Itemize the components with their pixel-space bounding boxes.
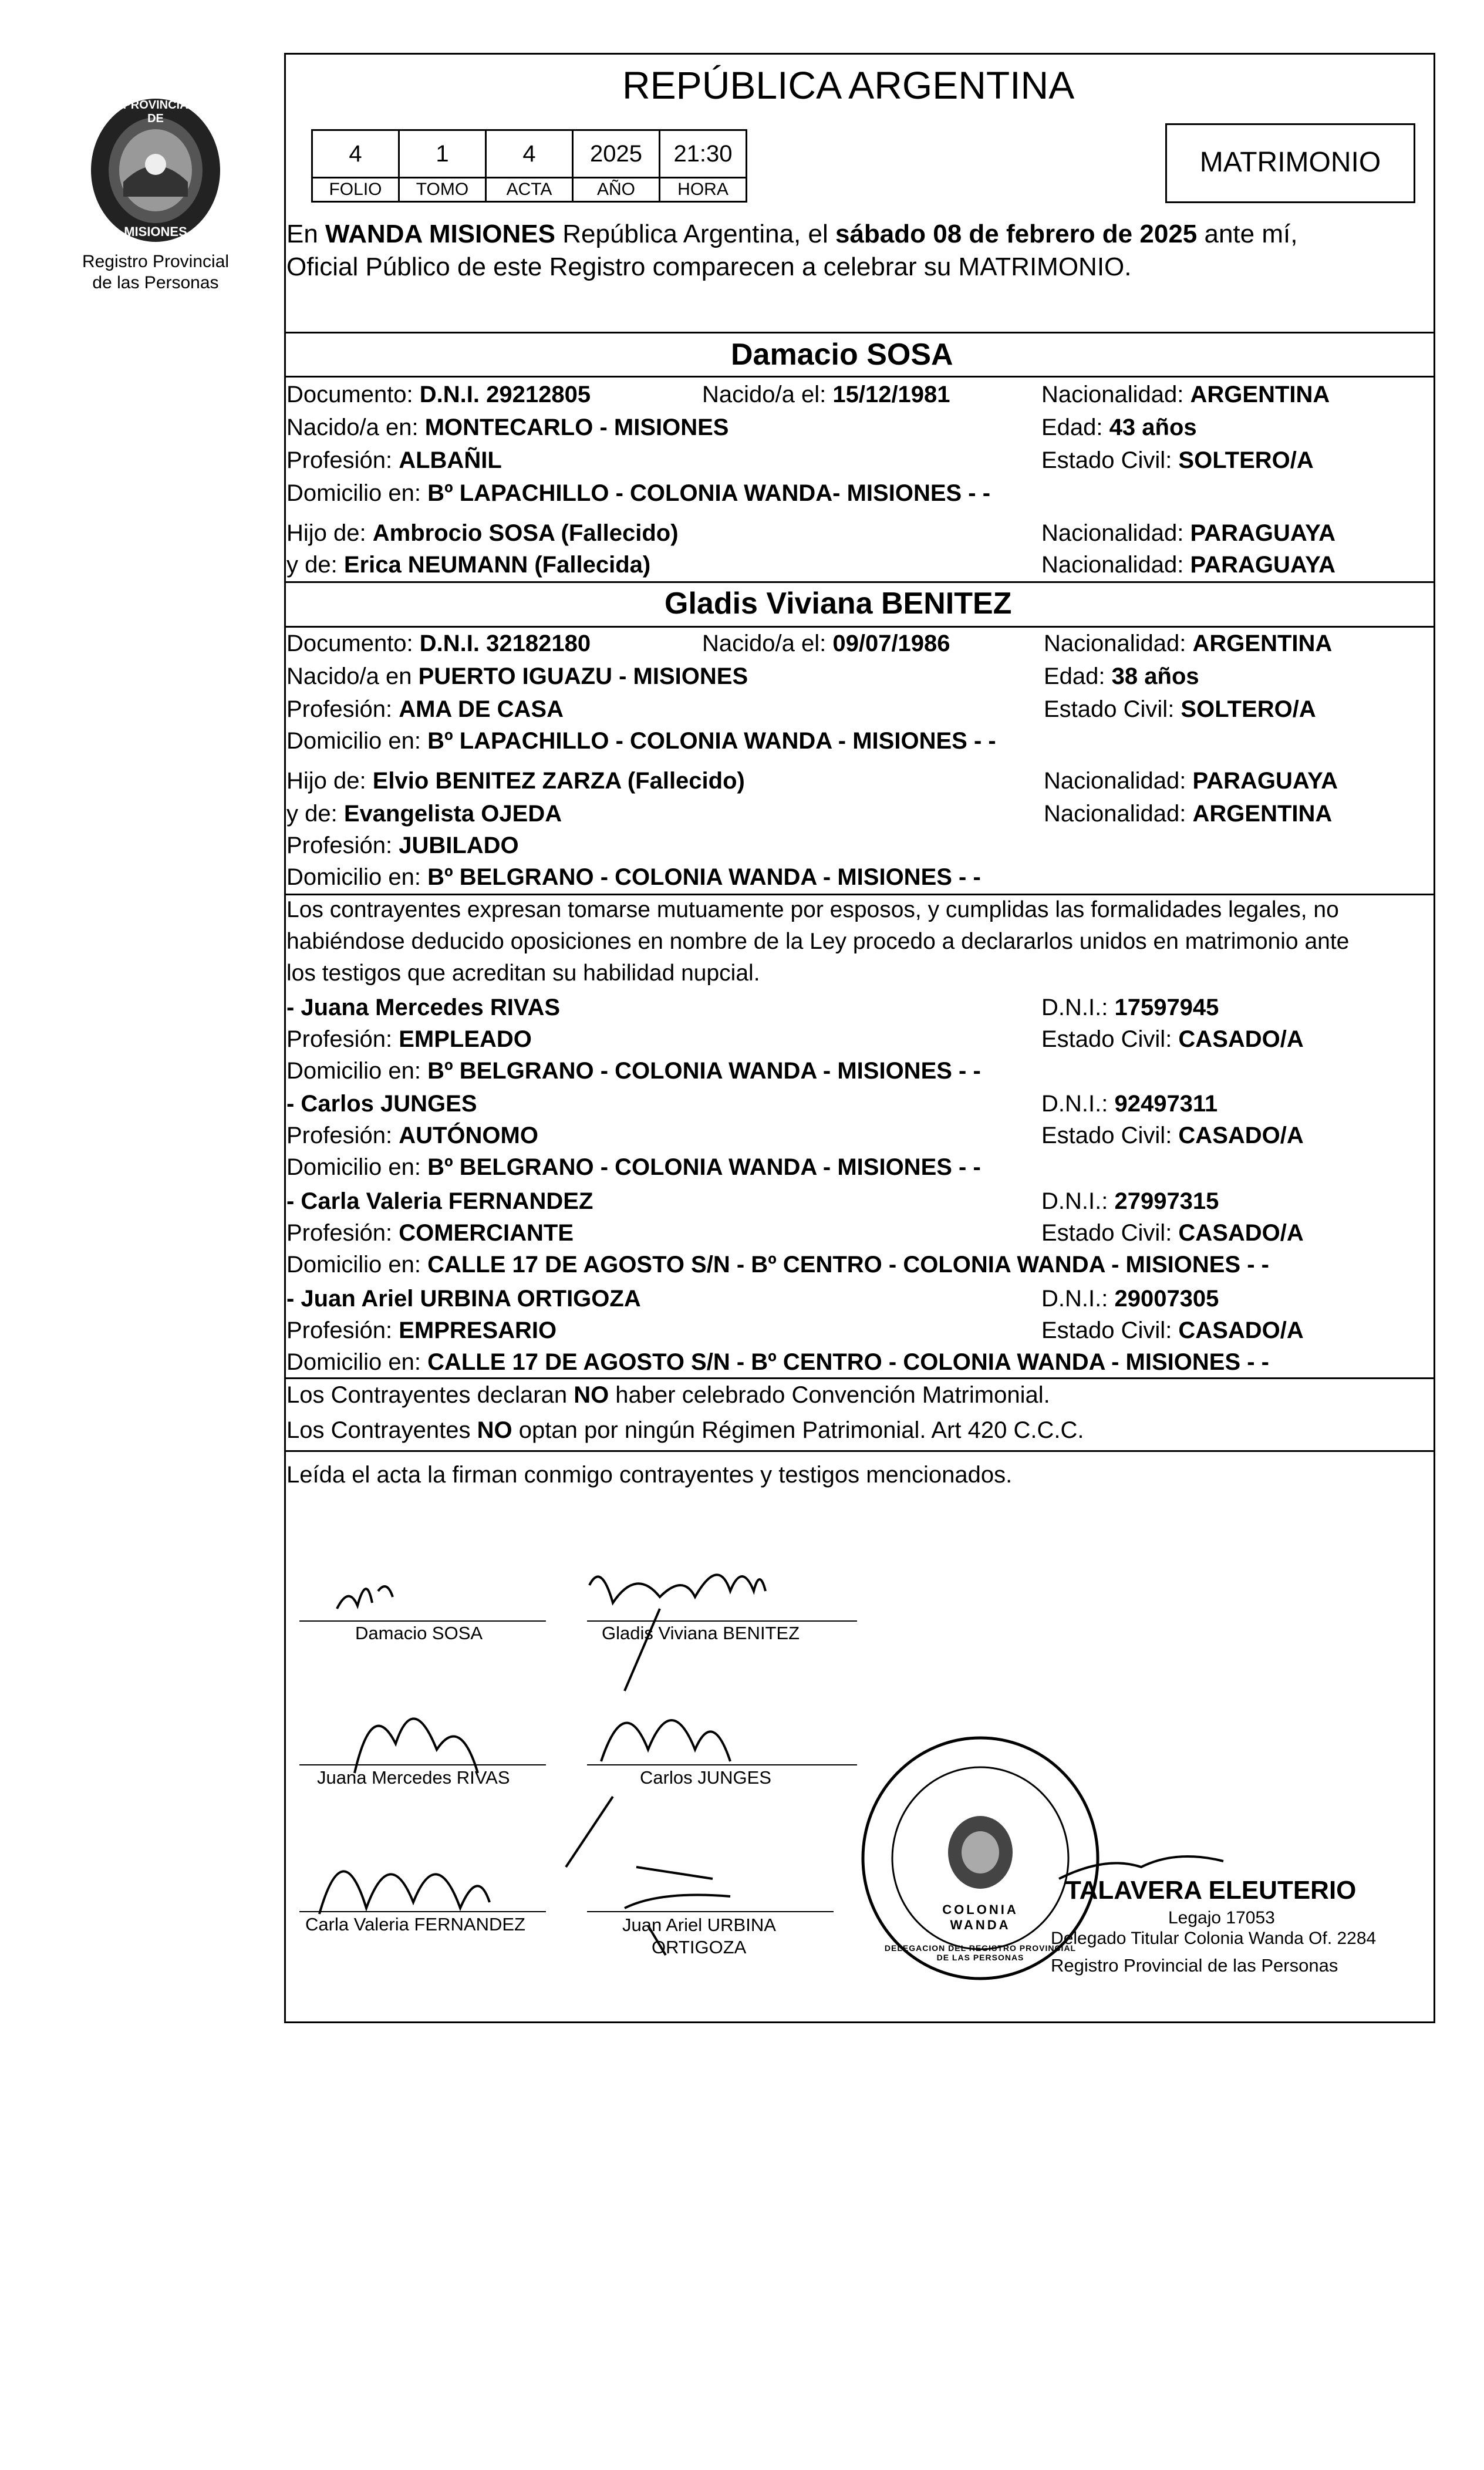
spouse2-row-profession bbox=[286, 696, 1316, 723]
signature-label-carlos: Carlos JUNGES bbox=[640, 1767, 771, 1788]
label: Hijo de: bbox=[286, 520, 373, 546]
witness-row bbox=[286, 1286, 1219, 1312]
spouse2-mother-nationality: ARGENTINA bbox=[1192, 801, 1333, 827]
spouse2-row-doc bbox=[286, 631, 1333, 657]
label: Estado Civil: bbox=[1041, 447, 1179, 473]
witness-row bbox=[286, 1252, 1269, 1278]
tomo-label: TOMO bbox=[399, 178, 486, 202]
spouse1-father: Ambrocio SOSA (Fallecido) bbox=[372, 520, 679, 546]
witness-dni: 27997315 bbox=[1114, 1188, 1219, 1214]
witness-profession: EMPRESARIO bbox=[399, 1317, 557, 1343]
label: y de: bbox=[286, 552, 344, 578]
logo-caption bbox=[56, 251, 255, 294]
official-organization: Registro Provincial de las Personas bbox=[1051, 1955, 1338, 1976]
label: Nacionalidad: bbox=[1044, 801, 1193, 827]
witness-civil-status: CASADO/A bbox=[1178, 1220, 1304, 1246]
witness-profession: AUTÓNOMO bbox=[399, 1123, 538, 1148]
witness-name: - Carlos JUNGES bbox=[286, 1091, 477, 1117]
signature-label-carla: Carla Valeria FERNANDEZ bbox=[305, 1914, 525, 1935]
label: Domicilio en: bbox=[286, 1349, 428, 1375]
acta-value: 4 bbox=[486, 130, 573, 178]
spouse2-row-father bbox=[286, 768, 1338, 794]
spouse1-birthplace: MONTECARLO - MISIONES bbox=[424, 415, 729, 440]
logo-seal-text-bottom: MISIONES bbox=[124, 224, 187, 239]
witness-name: - Juan Ariel URBINA ORTIGOZA bbox=[286, 1286, 641, 1312]
spouse2-civil-status: SOLTERO/A bbox=[1181, 696, 1316, 722]
signature-line bbox=[587, 1620, 857, 1622]
registry-logo bbox=[82, 94, 229, 247]
signature-label-gladis: Gladis Viviana BENITEZ bbox=[602, 1623, 800, 1643]
signature-gladis-benitez bbox=[589, 1575, 765, 1603]
spouse1-name: Damacio SOSA bbox=[731, 338, 953, 372]
witness-dni: 17597945 bbox=[1114, 995, 1219, 1020]
signature-label-damacio: Damacio SOSA bbox=[355, 1623, 483, 1643]
label: Estado Civil: bbox=[1041, 1317, 1179, 1343]
intro-text-1: En bbox=[286, 220, 326, 248]
spouse1-age: 43 años bbox=[1109, 415, 1197, 440]
witness-row bbox=[286, 1349, 1269, 1376]
witness-row bbox=[286, 995, 1219, 1021]
label: Profesión: bbox=[286, 1123, 399, 1148]
spouse2-age: 38 años bbox=[1111, 663, 1199, 689]
label: y de: bbox=[286, 801, 344, 827]
label: Domicilio en: bbox=[286, 1154, 428, 1180]
signature-line bbox=[587, 1764, 857, 1765]
spouse1-father-nationality: PARAGUAYA bbox=[1190, 520, 1335, 546]
witness-civil-status: CASADO/A bbox=[1178, 1317, 1304, 1343]
spouse2-row-mother-address bbox=[286, 864, 981, 891]
label: D.N.I.: bbox=[1041, 995, 1115, 1020]
label: Estado Civil: bbox=[1044, 696, 1181, 722]
witness-name: - Juana Mercedes RIVAS bbox=[286, 995, 561, 1020]
signature-label-juan bbox=[622, 1914, 776, 1959]
intro-text-2: República Argentina, el bbox=[555, 220, 835, 248]
divider bbox=[284, 376, 1434, 378]
stamp-inner-text: COLONIA WANDA bbox=[942, 1902, 1018, 1932]
label: Estado Civil: bbox=[1041, 1026, 1179, 1052]
declaration-line-3: los testigos que acreditan su habilidad nupcial. bbox=[286, 961, 760, 986]
spouse2-mother: Evangelista OJEDA bbox=[343, 801, 562, 827]
divider bbox=[284, 332, 1434, 333]
spouse1-row-birthplace bbox=[286, 415, 1197, 441]
witness-civil-status: CASADO/A bbox=[1178, 1026, 1304, 1052]
signature-label-juana: Juana Mercedes RIVAS bbox=[317, 1767, 510, 1788]
label: Nacido/a el: bbox=[702, 382, 833, 407]
witness-name: - Carla Valeria FERNANDEZ bbox=[286, 1188, 593, 1214]
regime-no: NO bbox=[574, 1382, 609, 1408]
act-type-box bbox=[1165, 123, 1415, 203]
intro-line-2: Oficial Público de este Registro comparecen a celebrar su MATRIMONIO. bbox=[286, 252, 1132, 281]
witness-row bbox=[286, 1188, 1219, 1215]
label: Domicilio en: bbox=[286, 864, 428, 890]
spouse2-mother-profession: JUBILADO bbox=[399, 833, 519, 858]
divider bbox=[284, 1450, 1434, 1452]
signature-carla-fernandez bbox=[319, 1871, 490, 1914]
spouse2-birthplace: PUERTO IGUAZU - MISIONES bbox=[418, 663, 748, 689]
label: Domicilio en: bbox=[286, 480, 428, 506]
spouse2-father: Elvio BENITEZ ZARZA (Fallecido) bbox=[372, 768, 745, 794]
label: Estado Civil: bbox=[1041, 1220, 1179, 1246]
witness-address: Bº BELGRANO - COLONIA WANDA - MISIONES - - bbox=[427, 1154, 981, 1180]
label: Profesión: bbox=[286, 1220, 399, 1246]
regime-text: Los Contrayentes bbox=[286, 1417, 477, 1443]
label: Edad: bbox=[1041, 415, 1109, 440]
spouse2-profession: AMA DE CASA bbox=[399, 696, 564, 722]
label: Nacido/a el: bbox=[702, 631, 833, 656]
regime-text: Los Contrayentes declaran bbox=[286, 1382, 574, 1408]
spouse2-dni: D.N.I. 32182180 bbox=[419, 631, 591, 656]
official-name: TALAVERA ELEUTERIO bbox=[1065, 1876, 1357, 1905]
divider bbox=[284, 894, 1434, 895]
witness-address: CALLE 17 DE AGOSTO S/N - Bº CENTRO - COLONIA WANDA - MISIONES - - bbox=[427, 1252, 1269, 1278]
spouse1-mother-nationality: PARAGUAYA bbox=[1190, 552, 1335, 578]
label: Nacionalidad: bbox=[1044, 768, 1193, 794]
label: Estado Civil: bbox=[1041, 1123, 1179, 1148]
spouse2-row-address bbox=[286, 728, 996, 754]
witness-civil-status: CASADO/A bbox=[1178, 1123, 1304, 1148]
witness-row bbox=[286, 1317, 1304, 1344]
witness-row bbox=[286, 1220, 1304, 1246]
spouse1-birthdate: 15/12/1981 bbox=[832, 382, 950, 407]
witness-profession: EMPLEADO bbox=[399, 1026, 532, 1052]
label: Domicilio en: bbox=[286, 728, 428, 754]
logo-caption-line1: Registro Provincial bbox=[82, 252, 230, 271]
spouse1-row-profession bbox=[286, 447, 1314, 474]
label: Profesión: bbox=[286, 833, 399, 858]
witness-address: CALLE 17 DE AGOSTO S/N - Bº CENTRO - COLONIA WANDA - MISIONES - - bbox=[427, 1349, 1269, 1375]
label: Nacionalidad: bbox=[1041, 520, 1190, 546]
act-reference-table bbox=[311, 129, 747, 203]
signature-damacio-sosa bbox=[337, 1586, 393, 1609]
witness-profession: COMERCIANTE bbox=[399, 1220, 574, 1246]
spouse1-row-father bbox=[286, 520, 1335, 547]
regime-no: NO bbox=[477, 1417, 512, 1443]
spouse1-civil-status: SOLTERO/A bbox=[1178, 447, 1314, 473]
spouse2-row-birthplace bbox=[286, 663, 1199, 690]
label: Nacionalidad: bbox=[1044, 631, 1193, 656]
spouse2-nationality: ARGENTINA bbox=[1192, 631, 1333, 656]
signature-label-juan-line1: Juan Ariel URBINA bbox=[622, 1915, 776, 1935]
witness-row bbox=[286, 1058, 981, 1084]
signature-label-juan-line2: ORTIGOZA bbox=[652, 1937, 747, 1957]
witness-dni: 29007305 bbox=[1114, 1286, 1219, 1312]
spouse2-mother-address: Bº BELGRANO - COLONIA WANDA - MISIONES - - bbox=[427, 864, 981, 890]
label: Profesión: bbox=[286, 1026, 399, 1052]
hora-label: HORA bbox=[660, 178, 747, 202]
spouse1-mother: Erica NEUMANN (Fallecida) bbox=[343, 552, 651, 578]
intro-text-3: ante mí, bbox=[1197, 220, 1298, 248]
label: D.N.I.: bbox=[1041, 1286, 1115, 1312]
label: Documento: bbox=[286, 631, 420, 656]
hora-value: 21:30 bbox=[660, 130, 747, 178]
signature-line bbox=[587, 1911, 834, 1912]
spouse2-address: Bº LAPACHILLO - COLONIA WANDA - MISIONES - - bbox=[427, 728, 996, 754]
stamp-ring-text: DELEGACION DEL REGISTRO PROVINCIAL DE LAS PERSONAS bbox=[884, 1943, 1077, 1962]
label: Documento: bbox=[286, 382, 420, 407]
page-title: REPÚBLICA ARGENTINA bbox=[622, 63, 1075, 107]
official-role: Delegado Titular Colonia Wanda Of. 2284 bbox=[1051, 1929, 1377, 1948]
spouse2-name: Gladis Viviana BENITEZ bbox=[665, 587, 1012, 621]
witness-row bbox=[286, 1026, 1304, 1053]
label: Nacionalidad: bbox=[1041, 382, 1190, 407]
folio-label: FOLIO bbox=[312, 178, 399, 202]
logo-seal-text-top: PROVINCIA DE bbox=[123, 99, 188, 125]
declaration-line-1: Los contrayentes expresan tomarse mutuamente por esposos, y cumplidas las formalidades legales, no bbox=[286, 897, 1339, 922]
spouse1-nationality: ARGENTINA bbox=[1190, 382, 1330, 407]
logo-caption-line2: de las Personas bbox=[92, 273, 219, 292]
label: D.N.I.: bbox=[1041, 1091, 1115, 1117]
label: Profesión: bbox=[286, 447, 399, 473]
intro-line-1 bbox=[286, 218, 1297, 250]
label: Nacido/a en bbox=[286, 663, 419, 689]
witness-address: Bº BELGRANO - COLONIA WANDA - MISIONES - - bbox=[427, 1058, 981, 1084]
label: Profesión: bbox=[286, 1317, 399, 1343]
label: Nacionalidad: bbox=[1041, 552, 1190, 578]
signature-line bbox=[299, 1620, 546, 1622]
label: Nacido/a en: bbox=[286, 415, 425, 440]
label: Domicilio en: bbox=[286, 1252, 428, 1278]
regime-text: haber celebrado Convención Matrimonial. bbox=[609, 1382, 1050, 1408]
witness-row bbox=[286, 1091, 1218, 1117]
intro-date: sábado 08 de febrero de 2025 bbox=[835, 220, 1198, 248]
spouse1-dni: D.N.I. 29212805 bbox=[419, 382, 591, 407]
divider bbox=[284, 581, 1434, 583]
tomo-value: 1 bbox=[399, 130, 486, 178]
spouse1-row-mother bbox=[286, 552, 1335, 578]
intro-place: WANDA MISIONES bbox=[325, 220, 555, 248]
regime-text: optan por ningún Régimen Patrimonial. Art 420 C.C.C. bbox=[512, 1417, 1084, 1443]
signature-carlos-junges bbox=[601, 1720, 730, 1761]
label: Profesión: bbox=[286, 696, 399, 722]
folio-value: 4 bbox=[312, 130, 399, 178]
spouse2-row-mother-profession bbox=[286, 833, 519, 859]
anio-value: 2025 bbox=[573, 130, 660, 178]
spouse1-address: Bº LAPACHILLO - COLONIA WANDA- MISIONES - - bbox=[427, 480, 991, 506]
spouse1-row-address bbox=[286, 480, 990, 507]
spouse1-profession: ALBAÑIL bbox=[399, 447, 502, 473]
spouse2-father-nationality: PARAGUAYA bbox=[1192, 768, 1338, 794]
label: Edad: bbox=[1044, 663, 1112, 689]
signature-line bbox=[299, 1764, 546, 1765]
declaration-line-2: habiéndose deducido oposiciones en nombre de la Ley procedo a declararlos unidos en matrimonio ante bbox=[286, 929, 1350, 954]
signature-carlos-junges-tail bbox=[566, 1797, 613, 1867]
spouse2-row-mother bbox=[286, 801, 1333, 827]
witness-row bbox=[286, 1123, 1304, 1149]
witness-dni: 92497311 bbox=[1114, 1091, 1218, 1117]
anio-label: AÑO bbox=[573, 178, 660, 202]
divider bbox=[284, 1377, 1434, 1379]
spouse1-row-doc bbox=[286, 382, 1330, 408]
regime-line-2 bbox=[286, 1417, 1084, 1444]
spouse2-birthdate: 09/07/1986 bbox=[832, 631, 950, 656]
witness-row bbox=[286, 1154, 981, 1181]
signature-line bbox=[299, 1911, 546, 1912]
divider bbox=[284, 626, 1434, 628]
acta-label: ACTA bbox=[486, 178, 573, 202]
label: D.N.I.: bbox=[1041, 1188, 1115, 1214]
label: Hijo de: bbox=[286, 768, 373, 794]
closing-statement: Leída el acta la firman conmigo contrayentes y testigos mencionados. bbox=[286, 1462, 1013, 1488]
act-type-label: MATRIMONIO bbox=[1199, 147, 1381, 178]
official-legajo: Legajo 17053 bbox=[1168, 1908, 1275, 1928]
regime-line-1 bbox=[286, 1382, 1050, 1408]
label: Domicilio en: bbox=[286, 1058, 428, 1084]
